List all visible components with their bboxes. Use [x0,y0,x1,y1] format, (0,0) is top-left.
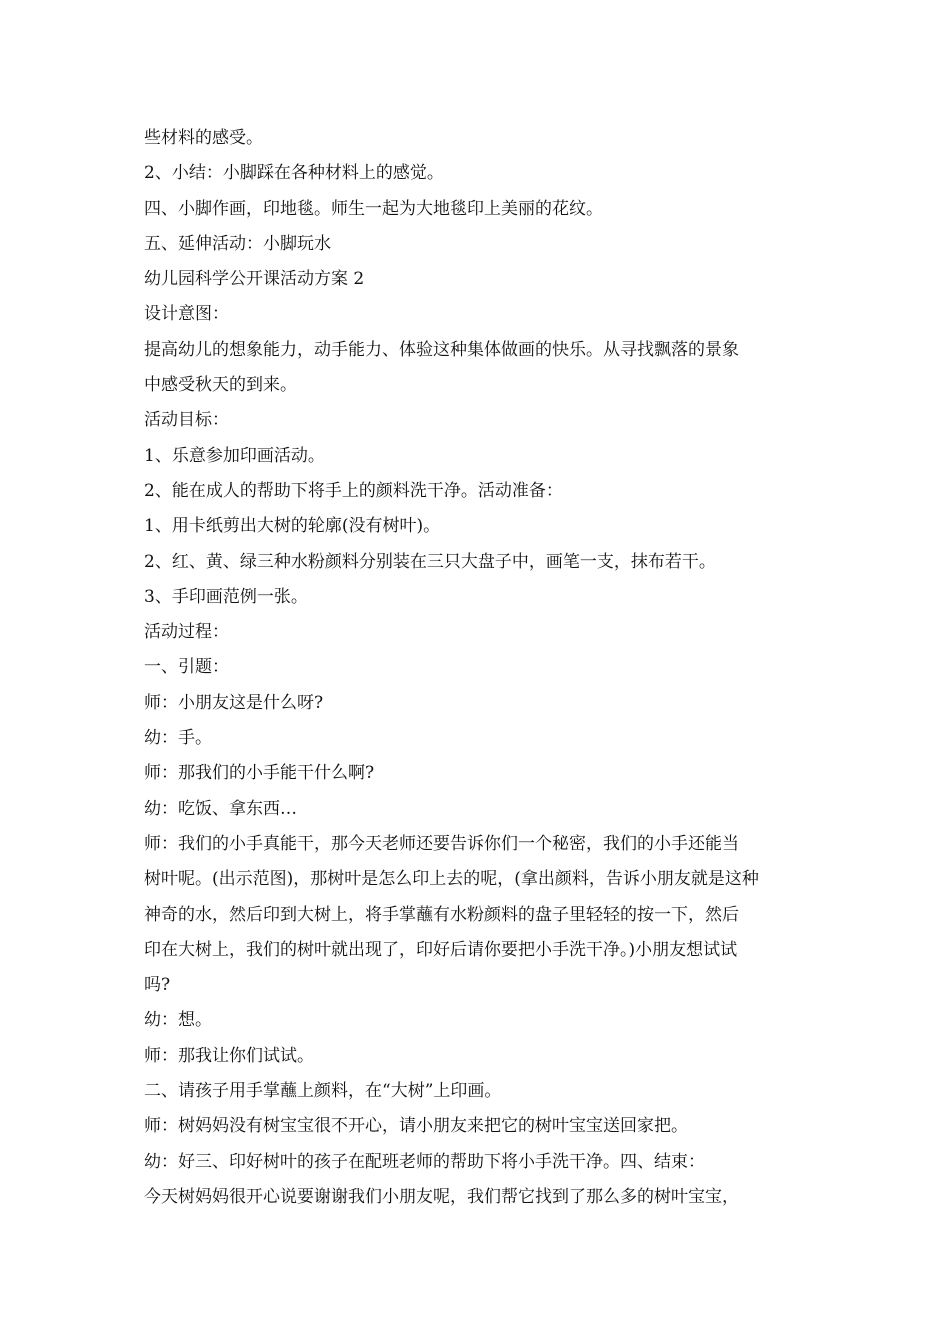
text-line: 师：那我们的小手能干什么啊? [144,763,375,784]
text-line: 师：我们的小手真能干，那今天老师还要告诉你们一个秘密，我们的小手还能当 [144,833,739,854]
section-title: 幼儿园科学公开课活动方案 2 [144,269,365,290]
text-line: 二、请孩子用手掌蘸上颜料，在“大树”上印画。 [144,1081,502,1102]
text-line: 四、小脚作画，印地毯。师生一起为大地毯印上美丽的花纹。 [144,198,603,219]
text-line: 1、乐意参加印画活动。 [144,445,325,466]
text-line: 幼：好三、印好树叶的孩子在配班老师的帮助下将小手洗干净。四、结束： [144,1151,705,1172]
document-body [144,121,814,1215]
text-line: 3、手印画范例一张。 [144,586,308,607]
text-line: 幼：手。 [144,728,212,749]
text-line: 师：树妈妈没有树宝宝很不开心，请小朋友来把它的树叶宝宝送回家把。 [144,1116,688,1137]
text-line: 五、延伸活动：小脚玩水 [144,233,331,254]
text-line: 2、能在成人的帮助下将手上的颜料洗干净。活动准备： [144,480,563,501]
text-line: 师：小朋友这是什么呀? [144,692,324,713]
text-line: 印在大树上，我们的树叶就出现了，印好后请你要把小手洗干净。)小朋友想试试 [144,939,738,960]
text-line: 神奇的水，然后印到大树上，将手掌蘸有水粉颜料的盘子里轻轻的按一下，然后 [144,904,739,925]
text-line: 2、红、黄、绿三种水粉颜料分别装在三只大盘子中，画笔一支，抹布若干。 [144,551,716,572]
text-line: 今天树妈妈很开心说要谢谢我们小朋友呢，我们帮它找到了那么多的树叶宝宝， [144,1186,739,1207]
text-line: 提高幼儿的想象能力，动手能力、体验这种集体做画的快乐。从寻找飘落的景象 [144,339,739,360]
text-line: 一、引题： [144,657,229,678]
text-line: 些材料的感受。 [144,128,263,148]
text-line: 幼：想。 [144,1010,212,1031]
text-line: 吗? [144,975,171,996]
text-line: 幼：吃饭、拿东西… [144,798,297,819]
text-line: 中感受秋天的到来。 [144,375,297,396]
text-line: 1、用卡纸剪出大树的轮廓(没有树叶)。 [144,516,441,537]
text-line: 2、小结：小脚踩在各种材料上的感觉。 [144,163,444,184]
text-line: 师：那我让你们试试。 [144,1045,314,1066]
text-line: 树叶呢。(出示范图)，那树叶是怎么印上去的呢，(拿出颜料，告诉小朋友就是这种 [144,869,759,890]
text-line: 活动目标： [144,410,229,431]
text-line: 活动过程： [144,622,229,643]
text-line: 设计意图： [144,304,229,325]
